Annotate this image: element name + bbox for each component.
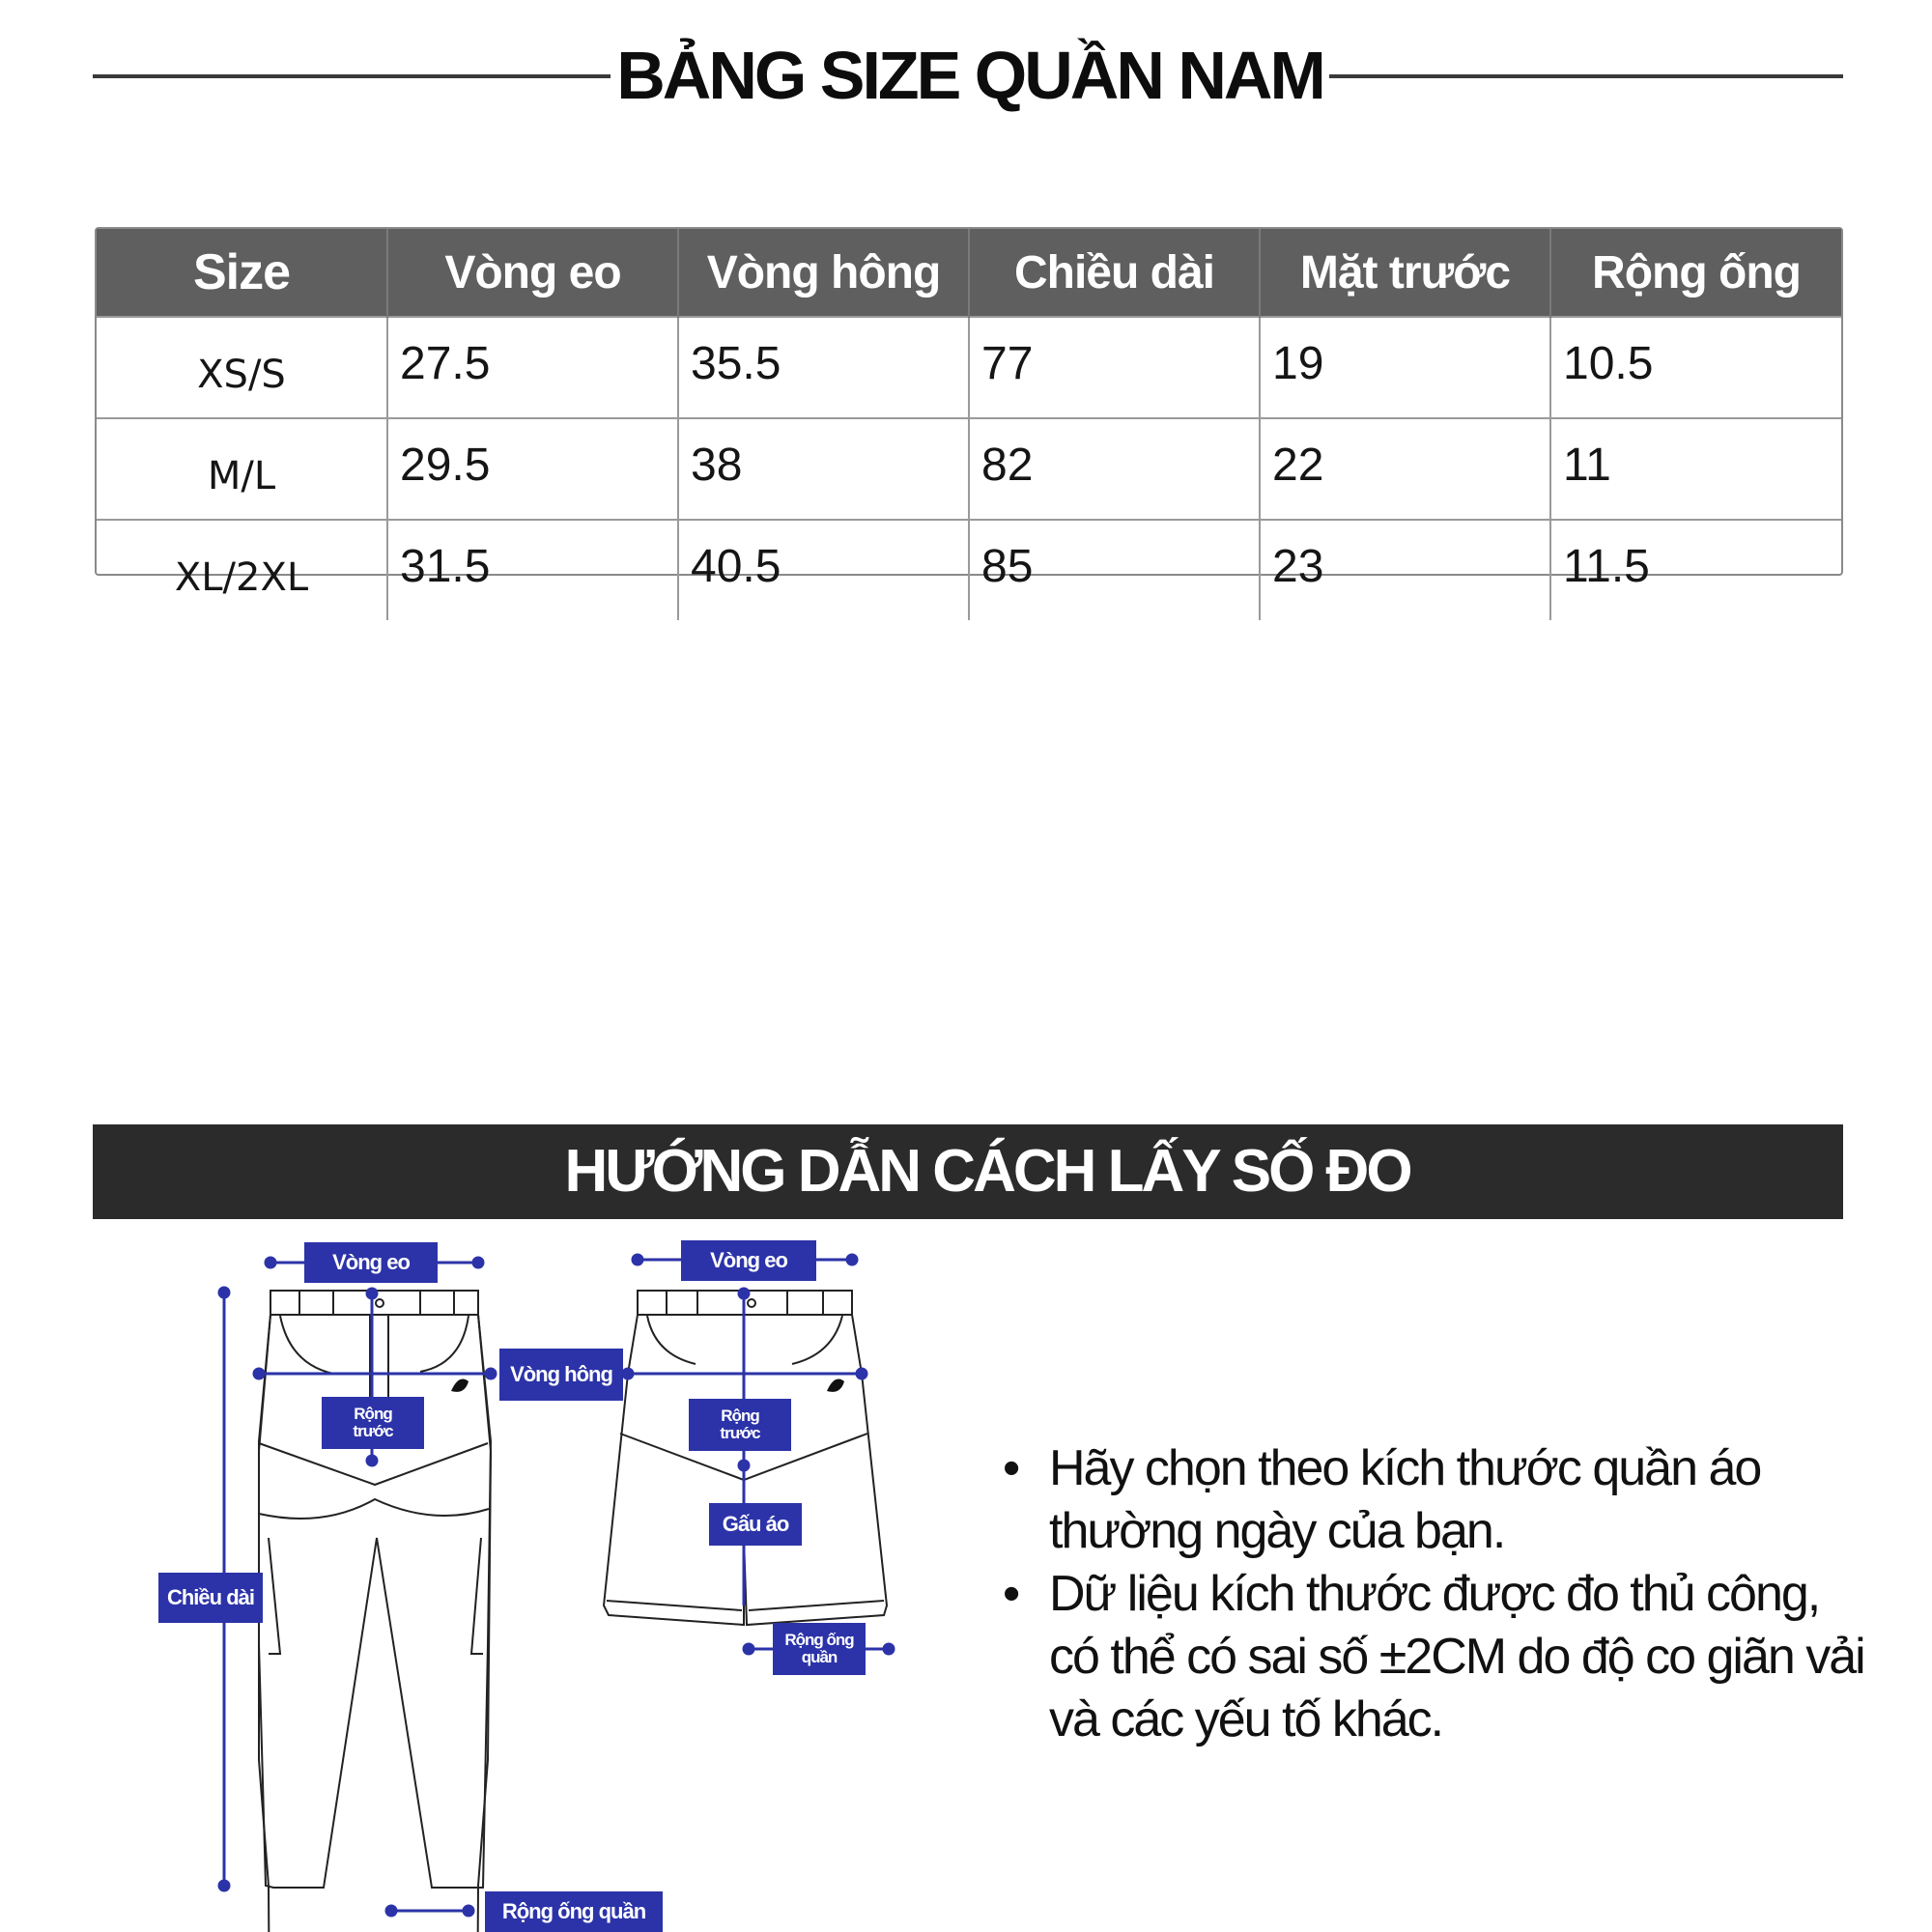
size-table xyxy=(95,227,1843,600)
header-leg-opening: Rộng ống xyxy=(1550,229,1841,317)
shorts-waist-tag: Vòng eo xyxy=(681,1240,816,1281)
pants-diagram-illustration xyxy=(0,1219,966,1932)
header-waist: Vòng eo xyxy=(387,229,678,317)
table-row xyxy=(97,317,1841,418)
shorts-hem-tag: Gấu áo xyxy=(709,1503,802,1546)
pants-front-tag: Rộng trước xyxy=(322,1397,424,1449)
table-cell: 29.5 xyxy=(387,418,678,520)
shorts-front-tag: Rộng trước xyxy=(689,1399,791,1451)
table-row xyxy=(97,418,1841,520)
header-size: Size xyxy=(97,229,387,317)
page-title: BẢNG SIZE QUẦN NAM xyxy=(616,38,1323,113)
table-cell: 11 xyxy=(1550,418,1841,520)
table-cell: 31.5 xyxy=(387,520,678,620)
table-cell: 35.5 xyxy=(678,317,969,418)
measurement-diagram xyxy=(0,1219,966,1932)
table-cell: 40.5 xyxy=(678,520,969,620)
note-item: • Hãy chọn theo kích thước quần áo thường ngày của bạn. xyxy=(995,1437,1864,1563)
title-rule-right xyxy=(1329,74,1843,78)
note-item: • Dữ liệu kích thước được đo thủ công, có thể có sai số ±2CM do độ co giãn vải và các yếu tố khác. xyxy=(995,1563,1864,1751)
table-cell: 85 xyxy=(969,520,1260,620)
shorts-leg-opening-tag: Rộng ống quần xyxy=(773,1623,866,1675)
table-cell: 27.5 xyxy=(387,317,678,418)
header-hip: Vòng hông xyxy=(678,229,969,317)
table-header-row xyxy=(97,229,1841,317)
table-cell: 19 xyxy=(1260,317,1550,418)
table-cell: 22 xyxy=(1260,418,1550,520)
header-front: Mặt trước xyxy=(1260,229,1550,317)
title-rule-left xyxy=(93,74,611,78)
header-length: Chiều dài xyxy=(969,229,1260,317)
table-cell: 11.5 xyxy=(1550,520,1841,620)
table-cell: 10.5 xyxy=(1550,317,1841,418)
table-cell: 77 xyxy=(969,317,1260,418)
pants-leg-opening-tag: Rộng ống quần xyxy=(485,1891,663,1932)
pants-length-tag: Chiều dài xyxy=(158,1573,263,1623)
guide-banner xyxy=(93,1124,1843,1219)
table-cell: 38 xyxy=(678,418,969,520)
pants-hip-tag: Vòng hông xyxy=(499,1349,623,1401)
table-cell: 23 xyxy=(1260,520,1550,620)
table-cell-size: XL/2XL xyxy=(97,520,387,620)
pants-waist-tag: Vòng eo xyxy=(304,1242,438,1283)
guide-title: HƯỚNG DẪN CÁCH LẤY SỐ ĐO xyxy=(564,1138,1410,1205)
measurement-notes xyxy=(995,1437,1864,1751)
table-row xyxy=(97,520,1841,620)
table-cell-size: XS/S xyxy=(97,317,387,418)
table-cell: 82 xyxy=(969,418,1260,520)
table-cell-size: M/L xyxy=(97,418,387,520)
